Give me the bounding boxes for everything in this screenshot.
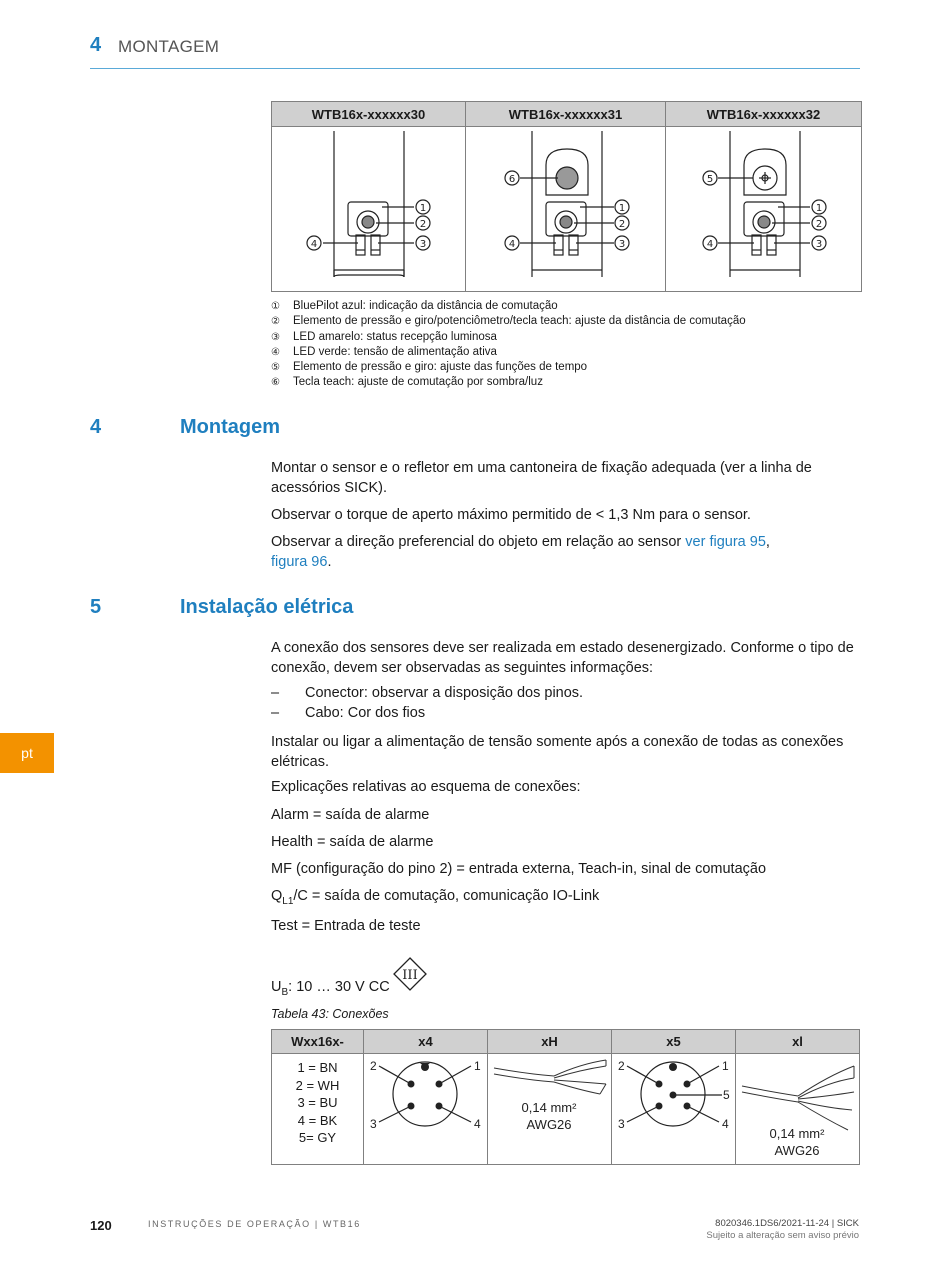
legend-item: ⑥ Tecla teach: ajuste de comutação por sombra/luz [271, 376, 543, 389]
paragraph: Explicações relativas ao esquema de conexões: [271, 779, 581, 795]
wire-gauge: 0,14 mm² [521, 1100, 577, 1115]
pin-label: 3 [370, 1117, 377, 1131]
bullet-marker: – [271, 705, 280, 721]
pin-label: 2 [370, 1059, 377, 1073]
section-number: 4 [90, 416, 102, 438]
paragraph: Instalar ou ligar a alimentação de tensão somente após a conexão de todas as conexões elétricas. [271, 734, 844, 770]
pin-label: 1 [474, 1059, 481, 1073]
legend-item: ② Elemento de pressão e giro/potenciômetro/tecla teach: ajuste da distância de comutação [271, 315, 746, 328]
paragraph: Alarm = saída de alarme [271, 807, 430, 823]
callout-3: 3 [815, 239, 823, 250]
callout-2: 2 [618, 219, 626, 230]
pin-label: 1 [722, 1059, 729, 1073]
pin-color: 4 = BK [297, 1112, 338, 1128]
paragraph: Health = saída de alarme [271, 834, 434, 850]
callout-6: 6 [508, 174, 516, 185]
paragraph: $Q_{L1}/C$ = saída de comutação, comunicação IO-Link [271, 888, 600, 907]
wire-gauge: 0,14 mm² [769, 1126, 825, 1141]
callout-4: 4 [508, 239, 516, 250]
sensor-drawing [272, 127, 465, 291]
figure-link-96[interactable]: figura 96 [271, 553, 328, 570]
page-number: 120 [90, 1218, 112, 1233]
pin-label: 5 [723, 1088, 730, 1102]
callout-1: 1 [815, 203, 823, 214]
wire-gauge-awg: AWG26 [774, 1143, 820, 1158]
pin-label: 4 [474, 1117, 481, 1131]
xl-cable-cell [736, 1054, 860, 1165]
wire-gauge-awg: AWG26 [526, 1117, 572, 1132]
m12-4pin-connector-icon [364, 1054, 487, 1164]
device-variants-table [271, 101, 862, 292]
chapter-title: MONTAGEM [118, 37, 220, 56]
sensor-drawing [466, 127, 665, 291]
paragraph: Montar o sensor e o refletor em uma cantoneira de fixação adequada (ver a linha de acessórios SICK). [271, 460, 812, 496]
device-drawing-31 [466, 127, 666, 292]
pin-colors-cell [272, 1054, 364, 1165]
callout-2: 2 [815, 219, 823, 230]
pin-label: 3 [618, 1117, 625, 1131]
bullet-marker: – [271, 685, 280, 701]
paragraph: MF (configuração do pino 2) = entrada externa, Teach-in, sinal de comutação [271, 861, 767, 877]
x5-connector-cell [612, 1054, 736, 1165]
figure-link-95[interactable]: ver figura 95 [685, 534, 766, 550]
pin-color: 3 = BU [297, 1095, 338, 1110]
legend-item: ③ LED amarelo: status recepção luminosa [271, 330, 497, 343]
section-title: Montagem [180, 416, 280, 438]
callout-4: 4 [310, 239, 318, 250]
header-rule [90, 68, 860, 69]
callout-2: 2 [419, 219, 427, 230]
paragraph: Test = Entrada de teste [271, 918, 421, 934]
legend-item: ⑤ Elemento de pressão e giro: ajuste das funções de tempo [271, 361, 588, 374]
pin-color: 2 = WH [295, 1077, 340, 1093]
callout-4: 4 [706, 239, 714, 250]
pin-label: 4 [722, 1117, 729, 1131]
legend-item: ① BluePilot azul: indicação da distância de comutação [271, 300, 558, 312]
protection-class-icon [393, 957, 427, 991]
conn-col-header: xH [488, 1030, 612, 1054]
pin-label: 2 [618, 1059, 625, 1073]
conn-col-header: x4 [364, 1030, 488, 1054]
device-drawing-30 [272, 127, 466, 292]
device-col-header: WTB16x-xxxxxx30 [272, 102, 466, 127]
document-title: INSTRUÇÕES DE OPERAÇÃO | WTB16 [148, 1219, 361, 1229]
device-drawing-32 [666, 127, 862, 292]
supply-voltage: $U_B$: 10 … 30 V CC [271, 979, 390, 998]
callout-5: 5 [706, 174, 714, 185]
disclaimer: Sujeito a alteração sem aviso prévio [706, 1230, 859, 1241]
callout-3: 3 [618, 239, 626, 250]
paragraph: Observar o torque de aperto máximo permitido de < 1,3 Nm para o sensor. [271, 507, 751, 523]
document-id: 8020346.1DS6/2021-11-24 | SICK [715, 1218, 859, 1229]
conn-col-header: xl [736, 1030, 860, 1054]
legend-item: ④ LED verde: tensão de alimentação ativa [271, 345, 497, 358]
callout-3: 3 [419, 239, 427, 250]
paragraph: Observar a direção preferencial do objeto em relação ao sensor ver figura 95, figura 96. [271, 534, 770, 570]
pin-color: 1 = BN [297, 1060, 338, 1075]
cable-icon [488, 1054, 611, 1164]
cable-icon [736, 1054, 859, 1164]
svg-text:III: III [402, 968, 418, 983]
conn-col-header: x5 [612, 1030, 736, 1054]
m12-5pin-connector-icon [612, 1054, 735, 1164]
paragraph: A conexão dos sensores deve ser realizada em estado desenergizado. Conforme o tipo de conexão, devem ser observadas as seguintes informações: [271, 640, 854, 676]
table-caption: Tabela 43: Conexões [271, 1007, 389, 1021]
chapter-number: 4 [90, 34, 102, 56]
x4-connector-cell [364, 1054, 488, 1165]
pin-color: 5= GY [298, 1130, 337, 1145]
bullet-item: Conector: observar a disposição dos pinos. [305, 685, 584, 701]
device-legend [271, 299, 746, 391]
connections-table [271, 1029, 860, 1165]
section-number: 5 [90, 596, 102, 618]
device-col-header: WTB16x-xxxxxx32 [666, 102, 862, 127]
callout-1: 1 [419, 203, 427, 214]
callout-1: 1 [618, 203, 626, 214]
sensor-drawing [666, 127, 861, 291]
section-title: Instalação elétrica [180, 596, 354, 618]
language-tab: pt [0, 733, 54, 773]
device-col-header: WTB16x-xxxxxx31 [466, 102, 666, 127]
bullet-item: Cabo: Cor dos fios [305, 705, 426, 721]
conn-col-header: Wxx16x- [272, 1030, 364, 1054]
xh-cable-cell [488, 1054, 612, 1165]
